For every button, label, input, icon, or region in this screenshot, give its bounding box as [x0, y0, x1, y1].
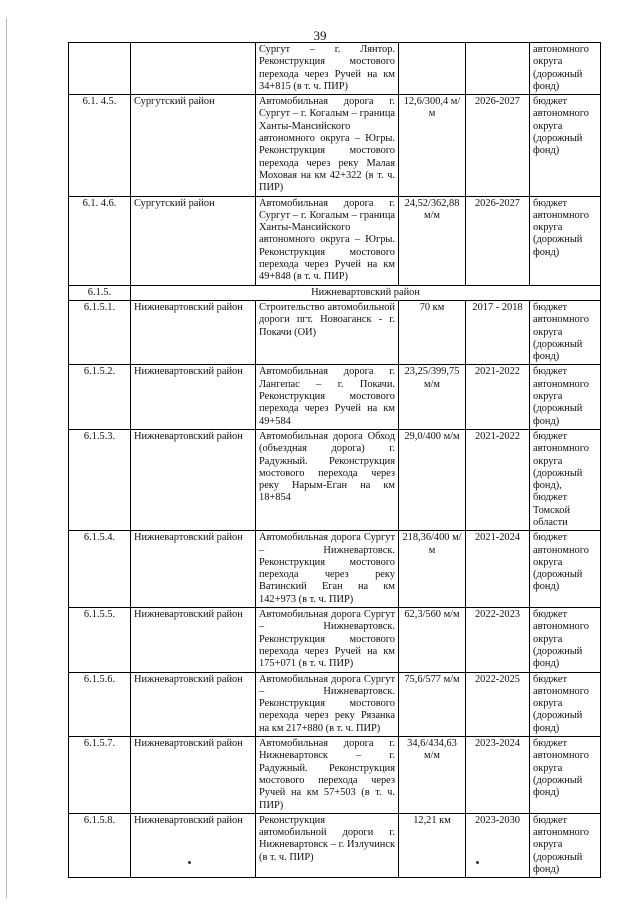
object-description-cell: Реконструкция автомобильной дороги г. Нижневартовск – г. Излучинск (в т. ч. ПИР) — [256, 813, 399, 877]
capacity-cell: 23,25/399,75 м/м — [399, 365, 466, 429]
period-cell: 2026-2027 — [466, 95, 530, 196]
row-number: 6.1.5.6. — [69, 672, 131, 736]
row-number: 6.1.5.1. — [69, 300, 131, 364]
funding-source-cell: бюджет автономного округа (дорожный фонд) — [530, 95, 601, 196]
row-number: 6.1. 4.6. — [69, 196, 131, 285]
capacity-cell: 218,36/400 м/м — [399, 531, 466, 608]
period-cell — [466, 43, 530, 95]
district-cell: Нижневартовский район — [131, 608, 256, 672]
funding-source-cell: бюджет автономного округа (дорожный фонд) — [530, 365, 601, 429]
table-row — [69, 429, 601, 530]
table-row — [69, 365, 601, 429]
row-number: 6.1.5.2. — [69, 365, 131, 429]
object-description-cell: Автомобильная дорога Обход (объездная дорога) г. Радужный. Реконструкция мостового перехода через реку Нарым-Еган на км 18+854 — [256, 429, 399, 530]
capacity-cell: 62,3/560 м/м — [399, 608, 466, 672]
section-number: 6.1.5. — [69, 285, 131, 300]
funding-source-cell: бюджет автономного округа (дорожный фонд) — [530, 672, 601, 736]
capacity-cell: 12,6/300,4 м/м — [399, 95, 466, 196]
object-description-cell: Автомобильная дорога Сургут – Нижневартовск. Реконструкция мостового перехода через Ручей на км 175+071 (в т. ч. ПИР) — [256, 608, 399, 672]
footer-mark-right — [476, 861, 479, 864]
row-number: 6.1.5.4. — [69, 531, 131, 608]
capacity-cell: 34,6/434,63 м/м — [399, 737, 466, 814]
period-cell: 2023-2024 — [466, 737, 530, 814]
funding-source-cell: бюджет автономного округа (дорожный фонд) — [530, 737, 601, 814]
object-description-cell: Автомобильная дорога Сургут – Нижневартовск. Реконструкция мостового перехода через реку Ватинский Еган на км 142+973 (в т. ч. ПИР) — [256, 531, 399, 608]
scan-edge-line — [6, 18, 7, 898]
row-number: 6.1.5.3. — [69, 429, 131, 530]
object-description-cell: Строительство автомобильной дороги пгт. Новоаганск - г. Покачи (ОИ) — [256, 300, 399, 364]
funding-source-cell: бюджет автономного округа (дорожный фонд) — [530, 608, 601, 672]
district-cell: Нижневартовский район — [131, 429, 256, 530]
capacity-cell: 12,21 км — [399, 813, 466, 877]
object-description-cell: Автомобильная дорога г. Сургут – г. Когалым – граница Ханты-Мансийского автономного округа – Югры. Реконструкция мостового перехода через Ручей на км 49+848 (в т. ч. ПИР) — [256, 196, 399, 285]
district-cell: Нижневартовский район — [131, 813, 256, 877]
page-number: 39 — [313, 28, 327, 43]
period-cell: 2021-2024 — [466, 531, 530, 608]
funding-source-cell: бюджет автономного округа (дорожный фонд) — [530, 531, 601, 608]
district-cell — [131, 43, 256, 95]
period-cell: 2022-2025 — [466, 672, 530, 736]
row-number: 6.1.5.8. — [69, 813, 131, 877]
district-cell: Сургутский район — [131, 196, 256, 285]
period-cell: 2021-2022 — [466, 365, 530, 429]
row-number: 6.1.5.7. — [69, 737, 131, 814]
table-row — [69, 300, 601, 364]
period-cell: 2021-2022 — [466, 429, 530, 530]
capacity-cell: 75,6/577 м/м — [399, 672, 466, 736]
table-row — [69, 813, 601, 877]
table-row — [69, 737, 601, 814]
district-cell: Нижневартовский район — [131, 531, 256, 608]
table-row — [69, 95, 601, 196]
object-description-cell: Автомобильная дорога г. Нижневартовск – г. Радужный. Реконструкция мостового перехода через Ручей на км 57+503 (в т. ч. ПИР) — [256, 737, 399, 814]
capacity-cell: 70 км — [399, 300, 466, 364]
object-description-cell: Автомобильная дорога г. Сургут – г. Когалым – граница Ханты-Мансийского автономного округа – Югры. Реконструкция мостового перехода через реку Малая Моховая на км 42+322 (в т. ч. ПИР) — [256, 95, 399, 196]
funding-source-cell: бюджет автономного округа (дорожный фонд) — [530, 813, 601, 877]
district-cell: Сургутский район — [131, 95, 256, 196]
district-cell: Нижневартовский район — [131, 365, 256, 429]
period-cell: 2022-2023 — [466, 608, 530, 672]
table-row — [69, 672, 601, 736]
funding-source-cell: бюджет автономного округа (дорожный фонд) — [530, 300, 601, 364]
footer-mark-left — [188, 861, 191, 864]
period-cell: 2026-2027 — [466, 196, 530, 285]
district-cell: Нижневартовский район — [131, 300, 256, 364]
capacity-cell — [399, 43, 466, 95]
section-title: Нижневартовский район — [131, 285, 601, 300]
capacity-cell: 29,0/400 м/м — [399, 429, 466, 530]
funding-source-cell: бюджет автономного округа (дорожный фонд) — [530, 196, 601, 285]
row-number: 6.1. 4.5. — [69, 95, 131, 196]
section-row — [69, 285, 601, 300]
period-cell: 2017 - 2018 — [466, 300, 530, 364]
table-row — [69, 43, 601, 95]
row-number: 6.1.5.5. — [69, 608, 131, 672]
object-description-cell: Автомобильная дорога г. Лангепас – г. Покачи. Реконструкция мостового перехода через Ручей на км 49+584 — [256, 365, 399, 429]
funding-source-cell: бюджет автономного округа (дорожный фонд), бюджет Томской области — [530, 429, 601, 530]
table-row — [69, 531, 601, 608]
table-row — [69, 608, 601, 672]
district-cell: Нижневартовский район — [131, 672, 256, 736]
district-cell: Нижневартовский район — [131, 737, 256, 814]
funding-source-cell: автономного округа (дорожный фонд) — [530, 43, 601, 95]
row-number — [69, 43, 131, 95]
table-row — [69, 196, 601, 285]
projects-table — [68, 42, 601, 878]
object-description-cell: Сургут – г. Лянтор. Реконструкция мостового перехода через Ручей на км 34+815 (в т. ч. ПИР) — [256, 43, 399, 95]
object-description-cell: Автомобильная дорога Сургут – Нижневартовск. Реконструкция мостового перехода через реку Рязанка на км 217+880 (в т. ч. ПИР) — [256, 672, 399, 736]
period-cell: 2023-2030 — [466, 813, 530, 877]
capacity-cell: 24,52/362,88 м/м — [399, 196, 466, 285]
